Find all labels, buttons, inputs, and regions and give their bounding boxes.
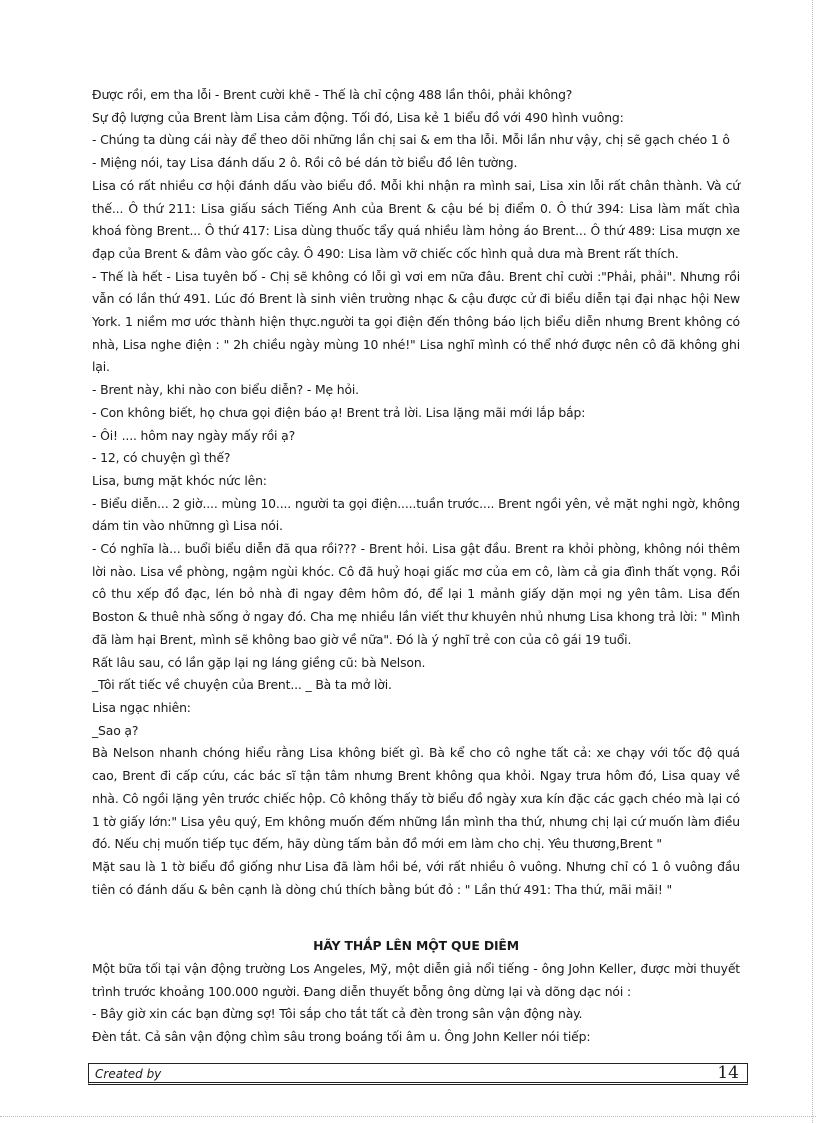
paragraph: - Brent này, khi nào con biểu diễn? - Mẹ hỏi. bbox=[92, 382, 359, 398]
paragraph: Lisa có rất nhiều cơ hội đánh dấu vào biểu đồ. Mỗi khi nhận ra mình sai, Lisa xin lỗi rất chân thành. Và cứ thế... Ô thứ 211: Lisa giấu sách Tiếng Anh của Brent & cậu bé bị điểm 0. Ô thứ 394: Lisa làm mất chìa khoá fòng Brent... Ô thứ 417: Lisa dùng thuốc tẩy quá nhiều làm hỏng áo Brent... Ô thứ 489: Lisa mượn xe đạp của Brent & đâm vào gốc cây. Ô 490: Lisa làm vỡ chiếc cốc hình quả dưa mà Brent rất thích. bbox=[92, 177, 740, 261]
created-by-label: Created by bbox=[95, 1067, 162, 1081]
page-edge-divider bbox=[0, 1116, 816, 1117]
document-body bbox=[92, 84, 740, 1049]
page-number: 14 bbox=[717, 1063, 739, 1083]
paragraph: Đèn tắt. Cả sân vận động chìm sâu trong boáng tối âm u. Ông John Keller nói tiếp: bbox=[92, 1029, 591, 1045]
paragraph: - 12, có chuyện gì thế? bbox=[92, 450, 231, 466]
paragraph: - Có nghĩa là... buổi biểu diễn đã qua rồi??? - Brent hỏi. Lisa gật đầu. Brent ra khỏi phòng, không nói thêm lời nào. Lisa về phòng, ngậm ngùi khóc. Cô đã huỷ hoại giấc mơ của em cô, làm cả gia đình thất vọng. Rồi cô thu xếp đồ đạc, lén bỏ nhà đi ngay đêm hôm đó, để lại 1 mảnh giấy dặn mọi ng yên tâm. Lisa đến Boston & thuê nhà sống ở ngay đó. Cha mẹ nhiều lần viết thư khuyên nhủ nhưng Lisa khong trả lời: " Mình đã làm hại Brent, mình sẽ không bao giờ về nữa". Đó là ý nghĩ trẻ con của cô gái 19 tuổi. bbox=[92, 541, 740, 647]
paragraph: - Thế là hết - Lisa tuyên bố - Chị sẽ không có lỗi gì vơi em nữa đâu. Brent chỉ cười :"Phải, phải". Nhưng rồi vẫn có lần thứ 491. Lúc đó Brent là sinh viên trường nhạc & cậu được cử đi biểu diễn tại đại nhạc hội New York. 1 niềm mơ ước thành hiện thực.người ta gọi điện đến thông báo lịch biểu diễn nhưng Brent không có nhà, Lisa nghe điện : " 2h chiều ngày mùng 10 nhé!" Lisa nghĩ mình có thể nhớ được nên cô đã không ghi lại. bbox=[92, 268, 740, 375]
paragraph: Bà Nelson nhanh chóng hiểu rằng Lisa không biết gì. Bà kể cho cô nghe tất cả: xe chạy với tốc độ quá cao, Brent đi cấp cứu, các bác sĩ tận tâm nhưng Brent không qua khỏi. Ngay trưa hôm đó, Lisa quay về nhà. Cô ngồi lặng yên trước chiếc hộp. Cô không thấy tờ biểu đồ ngày xưa kín đặc các gạch chéo mà lại có 1 tờ giấy lớn:" Lisa yêu quý, Em không muốn đếm những lần mình tha thứ, nhưng chị lại cứ muốn làm điều đó. Nếu chị muốn tiếp tục đếm, hãy dùng tấm bản đồ mới em làm cho chị. Yêu thương,Brent " bbox=[92, 745, 740, 852]
paragraph: Sự độ lượng của Brent làm Lisa cảm động. Tối đó, Lisa kẻ 1 biểu đồ với 490 hình vuông: bbox=[92, 109, 624, 125]
page-edge-divider bbox=[812, 0, 813, 1123]
paragraph: Rất lâu sau, có lần gặp lại ng láng giềng cũ: bà Nelson. bbox=[92, 654, 426, 670]
paragraph: - Ôi! .... hôm nay ngày mấy rồi ạ? bbox=[92, 427, 296, 443]
paragraph: Một bữa tối tại vận động trường Los Angeles, Mỹ, một diễn giả nổi tiếng - ông John Keller, được mời thuyết trình trước khoảng 100.000 người. Đang diễn thuyết bỗng ông dừng lại và dõng dạc nói : bbox=[92, 961, 740, 999]
paragraph: Lisa, bưng mặt khóc nức lên: bbox=[92, 472, 267, 488]
paragraph: - Bây giờ xin các bạn đừng sợ! Tôi sắp cho tắt tất cả đèn trong sân vận động này. bbox=[92, 1006, 583, 1022]
paragraph: _Sao ạ? bbox=[92, 722, 139, 738]
paragraph: - Chúng ta dùng cái này để theo dõi những lần chị sai & em tha lỗi. Mỗi lần như vậy, chị sẽ gạch chéo 1 ô bbox=[92, 132, 730, 148]
paragraph: Lisa ngạc nhiên: bbox=[92, 699, 191, 715]
page-footer bbox=[88, 1063, 748, 1085]
paragraph: - Biểu diễn... 2 giờ.... mùng 10.... người ta gọi điện.....tuần trước.... Brent ngồi yên, vẻ mặt nghi ngờ, không dám tin vào nhữnng gì Lisa nói. bbox=[92, 495, 740, 534]
section-title: HÃY THẮP LÊN MỘT QUE DIÊM bbox=[313, 938, 519, 954]
paragraph: Mặt sau là 1 tờ biểu đồ giống như Lisa đã làm hồi bé, với rất nhiều ô vuông. Nhưng chỉ có 1 ô vuông đầu tiên có đánh dấu & bên cạnh là dòng chú thích bằng bút đỏ : " Lần thứ 491: Tha thứ, mãi mãi! " bbox=[92, 858, 740, 897]
paragraph: - Con không biết, họ chưa gọi điện báo ạ! Brent trả lời. Lisa lặng mãi mới lắp bắp: bbox=[92, 404, 586, 420]
paragraph: - Miệng nói, tay Lisa đánh dấu 2 ô. Rồi cô bé dán tờ biểu đồ lên tường. bbox=[92, 155, 518, 171]
paragraph: Được rồi, em tha lỗi - Brent cười khẽ - Thế là chỉ cộng 488 lần thôi, phải không? bbox=[92, 87, 573, 102]
paragraph: _Tôi rất tiếc về chuyện của Brent... _ Bà ta mở lời. bbox=[92, 677, 392, 693]
